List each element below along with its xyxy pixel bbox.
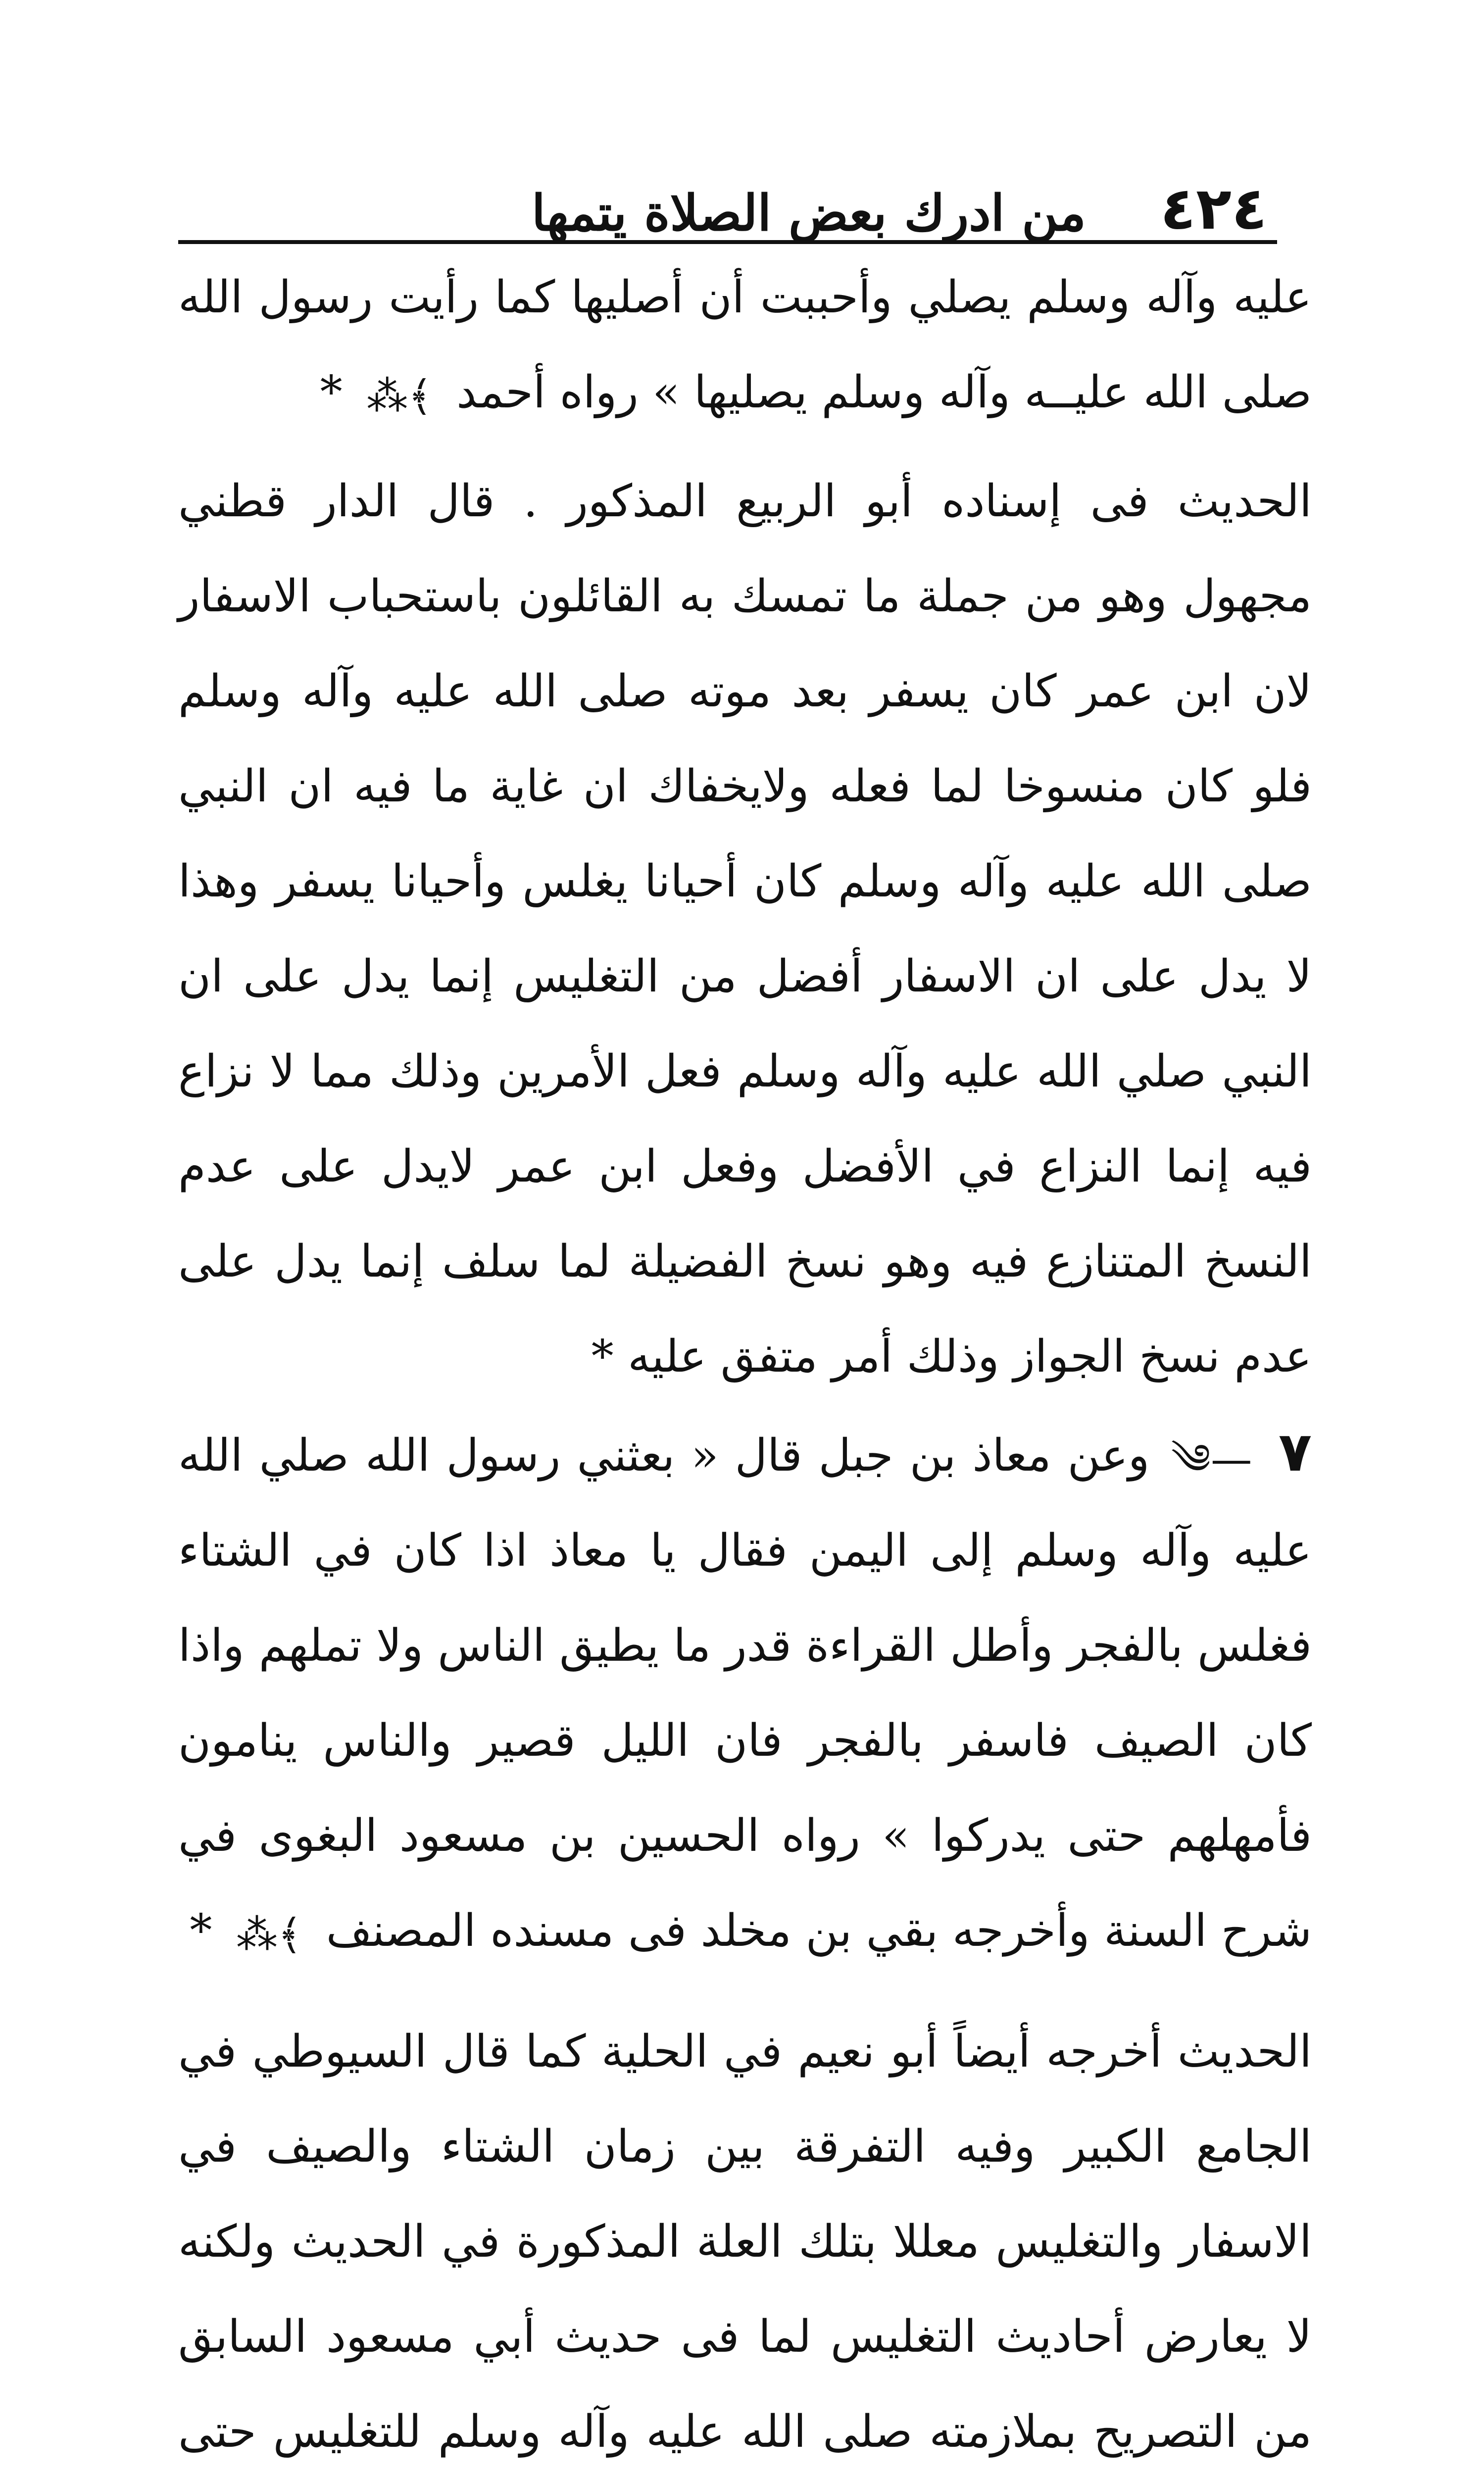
end-ornament-icon: ﴾⁂	[366, 371, 433, 420]
end-ornament-icon: ﴾⁂	[236, 1910, 302, 1959]
paragraph-2	[178, 454, 1312, 1404]
hadith-7-text: وعن معاذ بن جبل قال « بعثني رسول الله صلي الله عليه وآله وسلم إلى اليمن فقال يا معاذ اذا كان في الشتاء فغلس بالفجر وأطل القراءة قدر ما يطيق الناس ولا تملهم واذا كان الصيف فاسفر بالفجر فان الليل قصير والناس ينامون فأمهلهم حتى يدركوا » رواه الحسين بن مسعود البغوى في شرح السنة وأخرجه بقي بن مخلد فى مسنده المصنف	[178, 1430, 1312, 1957]
start-ornament-icon: —༄	[1171, 1435, 1252, 1484]
paragraph-1	[178, 250, 1312, 440]
paragraph-1-text: عليه وآله وسلم يصلي وأحببت أن أصليها كما رأيت رسول الله صلى الله عليــه وآله وسلم يصليها » رواه أحمد	[178, 271, 1312, 418]
page-body	[178, 250, 1312, 2475]
paragraph-2-text: الحديث فى إسناده أبو الربيع المذكور . قال الدار قطني مجهول وهو من جملة ما تمسك به القائلون باستحباب الاسفار لان ابن عمر كان يسفر بعد موته صلى الله عليه وآله وسلم فلو كان منسوخا لما فعله ولايخفاك ان غاية ما فيه ان النبي صلى الله عليه وآله وسلم كان أحيانا يغلس وأحيانا يسفر وهذا لا يدل على ان الاسفار أفضل من التغليس إنما يدل على ان النبي صلي الله عليه وآله وسلم فعل الأمرين وذلك مما لا نزاع فيه إنما النزاع في الأفضل وفعل ابن عمر لايدل على عدم النسخ المتنازع فيه وهو نسخ الفضيلة لما سلف إنما يدل على عدم نسخ الجواز وذلك أمر متفق عليه	[178, 475, 1312, 1383]
page-header	[178, 163, 1267, 243]
hadith-7-number: ٧	[1278, 1420, 1312, 1484]
running-title: من ادرك بعض الصلاة يتمها	[531, 184, 1086, 242]
end-star: *	[591, 1331, 614, 1383]
paragraph-4-text: الحديث أخرجه أيضاً أبو نعيم في الحلية كما قال السيوطي في الجامع الكبير وفيه التفرقة بين زمان الشتاء والصيف في الاسفار والتغليس معللا بتلك العلة المذكورة في الحديث ولكنه لا يعارض أحاديث التغليس لما فى حديث أبي مسعود السابق من التصريح بملازمته صلى الله عليه وآله وسلم للتغليس حتى	[178, 2026, 1312, 2458]
hadith-7	[178, 1404, 1312, 1979]
header-rule	[178, 240, 1277, 244]
paragraph-4	[178, 2004, 1312, 2475]
page-number: ٤٢٤	[1160, 174, 1267, 243]
end-star: *	[320, 366, 343, 418]
end-star: *	[190, 1905, 212, 1957]
